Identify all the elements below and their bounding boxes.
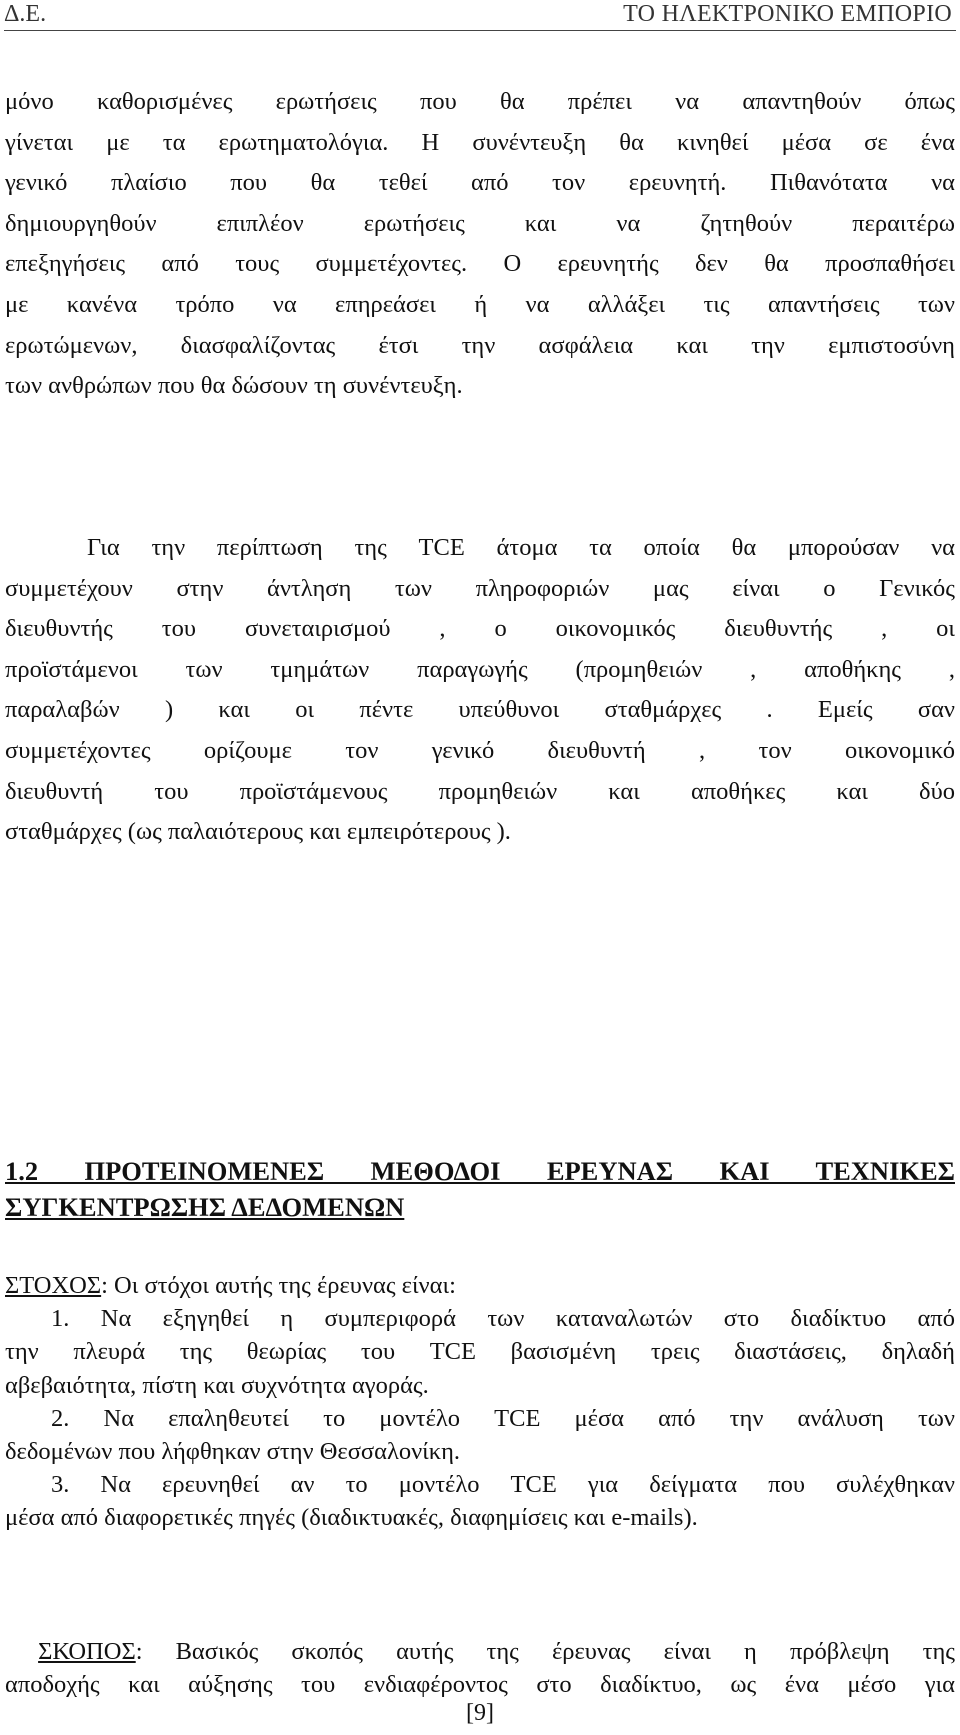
text-line: συμμετέχουν στην άντληση των πληροφοριών μας είναι ο Γενικός [5,574,955,602]
text-line: προϊστάμενοι των τμημάτων παραγωγής (προμηθειών , αποθήκης , [5,655,955,683]
goal-intro-text: : Οι στόχοι αυτής της έρευνας είναι: [101,1272,456,1299]
goal-item-3 [5,1468,955,1501]
item-number: 3. [51,1471,70,1499]
item-number: 2. [51,1404,70,1432]
text-line: αποδοχής και αύξησης του ενδιαφέροντος στο διαδίκτυο, ως ένα μέσο για [5,1671,955,1699]
section-heading-line1: 1.2 ΠΡΟΤΕΙΝΟΜΕΝΕΣ ΜΕΘΟΔΟΙ ΕΡΕΥΝΑΣ ΚΑΙ ΤΕΧΝΙΚΕΣ [5,1156,955,1186]
text-line: διευθυντής του συνεταιρισμού , ο οικονομικός διευθυντής , οι [5,615,955,643]
text-line: συμμετέχοντες ορίζουμε τον γενικό διευθυντή , τον οικονομικό [5,736,955,764]
paragraph-participants [5,528,955,853]
header-right-text: ΤΟ ΗΛΕΚΤΡΟΝΙΚΟ ΕΜΠΟΡΙΟ [623,1,952,27]
goal-section [5,1269,955,1535]
section-heading-line2: ΣΥΓΚΕΝΤΡΩΣΗΣ ΔΕΔΟΜΕΝΩΝ [5,1192,405,1222]
purpose-label: ΣΚΟΠΟΣ [38,1638,136,1665]
paragraph-interview [5,82,955,407]
purpose-line [5,1635,955,1668]
item-text: Να ερευνηθεί αν το μοντέλο TCE για δείγματα που συλέχθηκαν [100,1471,955,1499]
text-line: γίνεται με τα ερωτηματολόγια. Η συνέντευξη θα κινηθεί μέσα σε ένα [5,128,955,156]
goal-intro [5,1269,955,1302]
text-line: παραλαβών ) και οι πέντε υπεύθυνοι σταθμάρχες . Εμείς σαν [5,696,955,724]
running-header [4,0,956,31]
text-line: δεδομένων που λήφθηκαν στην Θεσσαλονίκη. [5,1438,461,1466]
text-line: μόνο καθορισμένες ερωτήσεις που θα πρέπει να απαντηθούν όπως [5,88,955,115]
header-left-text: Δ.Ε. [4,1,47,27]
text-line: δημιουργηθούν επιπλέον ερωτήσεις και να ζητηθούν περαιτέρω [5,209,955,237]
text-line: ερωτώμενων, διασφαλίζοντας έτσι την ασφάλεια και την εμπιστοσύνη [5,331,955,359]
text-line: σταθμάρχες (ως παλαιότερους και εμπειρότερους ). [5,818,511,846]
text-line: των ανθρώπων που θα δώσουν τη συνέντευξη. [5,372,463,400]
page-number: [9] [466,1700,494,1726]
goal-item-2 [5,1402,955,1435]
goal-item-1 [5,1302,955,1335]
text-line: Για την περίπτωση της TCE άτομα τα οποία θα μπορούσαν να [87,534,955,561]
item-text: Να εξηγηθεί η συμπεριφορά των καταναλωτών στο διαδίκτυο από [100,1305,955,1333]
text-line: την πλευρά της θεωρίας του TCE βασισμένη τρεις διαστάσεις, δηλαδή [5,1338,955,1366]
purpose-text: : Βασικός σκοπός αυτής της έρευνας είναι η πρόβλεψη της [135,1638,956,1665]
text-line: μέσα από διαφορετικές πηγές (διαδικτυακές, διαφημίσεις και e-mails). [5,1504,698,1532]
text-line: γενικό πλαίσιο που θα τεθεί από τον ερευνητή. Πιθανότατα να [5,169,955,197]
text-line: επεξηγήσεις από τους συμμετέχοντες. Ο ερευνητής δεν θα προσπαθήσει [5,250,955,278]
text-line: αβεβαιότητα, πίστη και συχνότητα αγοράς. [5,1371,429,1399]
text-line: με κανένα τρόπο να επηρεάσει ή να αλλάξει τις απαντήσεις των [5,290,955,318]
text-line: διευθυντή του προϊστάμενους προμηθειών και αποθήκες και δύο [5,777,955,805]
goal-label: ΣΤΟΧΟΣ [5,1272,102,1299]
purpose-section [5,1635,955,1701]
item-number: 1. [51,1305,70,1333]
item-text: Να επαληθευτεί το μοντέλο TCE μέσα από την ανάλυση των [103,1404,956,1432]
